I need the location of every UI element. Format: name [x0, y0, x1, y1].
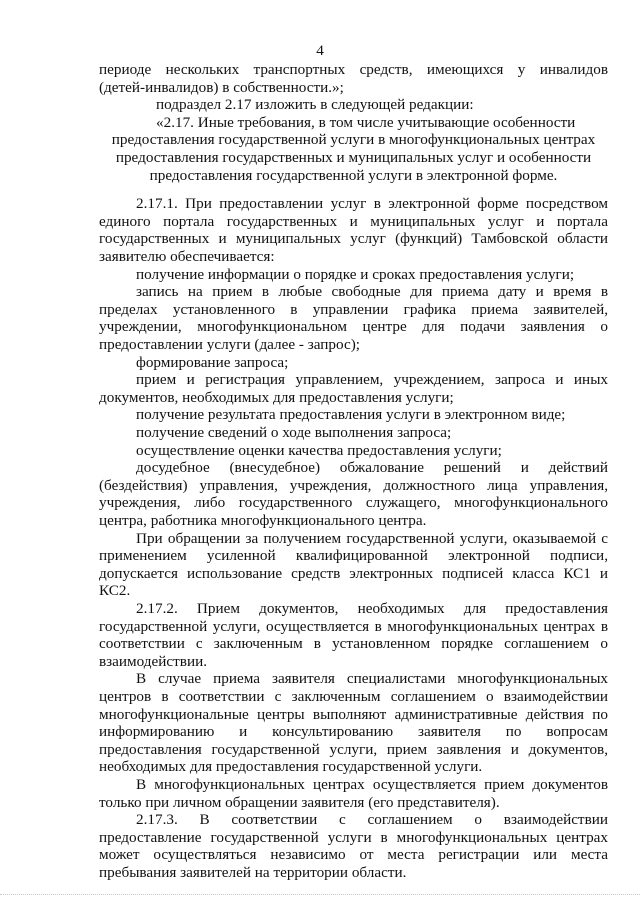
text-line: 2.17.1. При предоставлении услуг в электронной форме посредством [136, 195, 608, 213]
text-line: учреждения, либо государственного служащего, многофункционального [99, 494, 608, 512]
list-item: получение сведений о ходе выполнения запроса; [136, 424, 452, 441]
text-line: В случае приема заявителя специалистами многофункциональных [136, 670, 608, 688]
text-line: государственной услуги, осуществляется в многофункциональных центрах в [99, 617, 608, 635]
text-line: только при личном обращении заявителя (его представителя). [99, 793, 500, 811]
text-line: центра, работника многофункционального центра. [99, 512, 427, 529]
text-line: периоде нескольких транспортных средств, имеющихся у инвалидов [99, 61, 608, 78]
text-line: В многофункциональных центрах осуществляется прием документов [136, 776, 608, 793]
text-line: информированию и консультированию заявителя по вопросам [99, 723, 608, 741]
text-line: многофункциональные центры выполняют административные действия по [99, 705, 608, 723]
text-line: заявителю обеспечивается: [99, 248, 275, 265]
scan-edge-artifact [0, 894, 640, 905]
text-line: документов, необходимых для предоставления услуги; [99, 388, 454, 406]
list-item: досудебное (внесудебное) обжалование решений и действий [136, 459, 608, 477]
text-line: (бездействия) управления, учреждения, должностного лица управления, [99, 476, 608, 494]
list-item: получение результата предоставления услуги в электронном виде; [136, 406, 566, 424]
text-line: предоставление государственной услуги в многофункциональных центрах [99, 828, 608, 846]
text-line: 2.17.3. В соответствии с соглашением о взаимодействии [136, 811, 608, 829]
list-item: осуществление оценки качества предоставления услуги; [136, 441, 502, 459]
text-line: подраздел 2.17 изложить в следующей редакции: [156, 96, 474, 114]
text-line: государственных и муниципальных услуг (функций) Тамбовской области [99, 230, 608, 248]
list-item: прием и регистрация управлением, учреждением, запроса и иных [136, 371, 608, 389]
list-item: формирование запроса; [136, 353, 289, 371]
text-line: При обращении за получением государственной услуги, оказываемой с [136, 529, 608, 547]
text-line: предоставления государственной услуги, прием заявления и документов, [99, 740, 608, 758]
text-line: предоставлении услуги (далее - запрос); [99, 336, 361, 353]
list-item: получение информации о порядке и сроках предоставления услуги; [136, 265, 575, 283]
list-item: запись на прием в любые свободные для приема дату и время в [136, 283, 608, 301]
text-line: КС2. [99, 582, 131, 600]
text-line: необходимых для предоставления государственной услуги. [99, 758, 483, 776]
text-line: применением усиленной квалифицированной электронной подписи, [99, 547, 608, 565]
section-heading-line: «2.17. Иные требования, в том числе учитывающие особенности [156, 113, 576, 131]
text-line: (детей-инвалидов) в собственности.»; [99, 78, 344, 96]
section-heading-line: предоставления государственной услуги в многофункциональных центрах [111, 131, 596, 149]
section-heading-line: предоставления государственной услуги в электронной форме. [149, 166, 558, 184]
text-line: взаимодействии. [99, 652, 208, 670]
text-line: учреждении, многофункциональном центре для подачи заявления о [99, 318, 608, 336]
section-heading-line: предоставления государственных и муниципальных услуг и особенности [115, 149, 592, 166]
text-line: пребывания заявителей на территории области. [99, 864, 407, 881]
text-line: центров в соответствии с заключенным соглашением о взаимодействии [99, 688, 608, 705]
text-line: может осуществляться независимо от места регистрации или места [99, 846, 608, 864]
text-line: соответствии с заключенным в установленном порядке соглашением о [99, 635, 608, 653]
text-line: допускается использование средств электронных подписей класса КС1 и [99, 564, 608, 582]
page-number: 4 [316, 42, 324, 59]
text-line: единого портала государственных и муниципальных услуг и портала [99, 212, 608, 230]
text-line: 2.17.2. Прием документов, необходимых для предоставления [136, 600, 608, 617]
text-line: пределах установленного в управлении графика приема заявителей, [99, 300, 608, 318]
